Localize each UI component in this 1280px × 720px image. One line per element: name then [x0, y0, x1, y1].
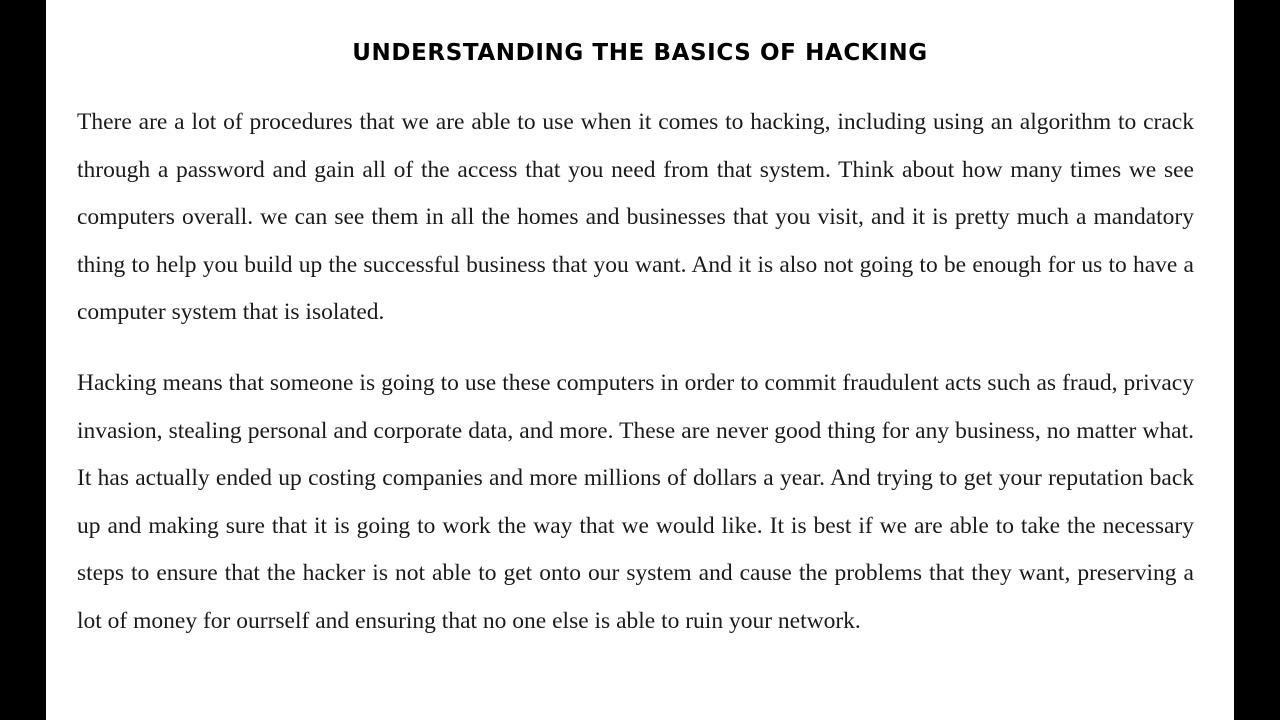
paragraph-2: Hacking means that someone is going to use these computers in order to commit fraudulent acts such as fraud, privacy invasion, stealing personal and corporate data, and more. These are never good thing for any business, no matter what. It has actually ended up costing companies and more millions of dollars a year. And trying to get your reputation back up and making sure that it is going to work the way that we would like. It is best if we are able to take the necessary steps to ensure that the hacker is not able to get onto our system and cause the problems that they want, preserving a lot of money for ourrself and ensuring that no one else is able to ruin your network.: [77, 370, 1194, 634]
paragraph-1: There are a lot of procedures that we are able to use when it comes to hacking, including using an algorithm to crack through a password and gain all of the access that you need from that system. Think about how many times we see computers overall. we can see them in all the homes and businesses that you visit, and it is pretty much a mandatory thing to help you build up the successful business that you want. And it is also not going to be enough for us to have a computer system that is isolated.: [77, 109, 1194, 325]
document-title: UNDERSTANDING THE BASICS OF HACKING: [352, 40, 928, 66]
document-page: [46, 0, 1234, 720]
